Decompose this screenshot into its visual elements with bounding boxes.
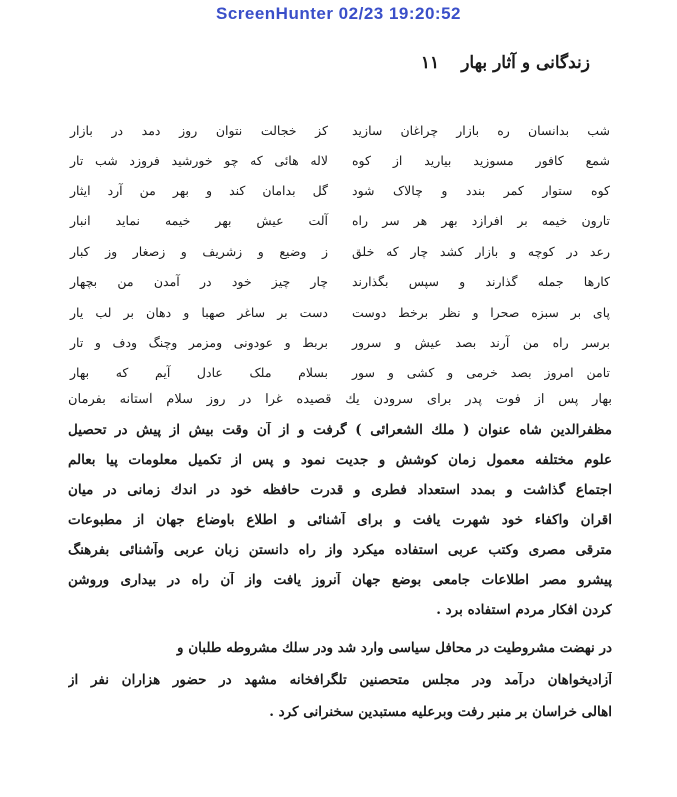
paragraph-line: آزادیخواهان درآمد ودر مجلس متحصنین تلگرافخانه مشهد در حضور هزاران نفر از bbox=[68, 672, 612, 688]
paragraph-line: اهالی خراسان بر منبر رفت وبرعلیه مستبدین سخنرانی کرد . bbox=[269, 704, 612, 720]
verse-hemistich-left: چار چیز خود در آمدن من بچهار bbox=[70, 273, 328, 289]
verse-hemistich-left: بسلام ملک عادل آیم که بهار bbox=[70, 364, 328, 380]
verse-line bbox=[70, 208, 610, 232]
verse-hemistich-left: دست بر ساغر صهبا و دهان بر لب یار bbox=[70, 304, 328, 320]
verse-hemistich-right: تارون خیمه بر افرازد بهر هر سر راه bbox=[352, 212, 610, 228]
verse-line bbox=[70, 360, 610, 384]
verse-line bbox=[70, 118, 610, 142]
verse-hemistich-right: پای بر سبزه صحرا و نظر برخط دوست bbox=[352, 304, 610, 320]
verse-hemistich-right: رعد در کوچه و بازار کشد چار که خلق bbox=[352, 243, 610, 259]
verse-hemistich-right: تامن امروز بصد خرمی و کشی و سور bbox=[352, 364, 610, 380]
paragraph-line: مظفرالدین شاه عنوان ( ملك الشعرائی ) گرفت و از آن وقت بیش از پیش در تحصیل bbox=[68, 422, 612, 438]
verse-line bbox=[70, 300, 610, 324]
page-title: زندگانی و آثار بهار bbox=[461, 53, 590, 73]
verse-hemistich-left: گل بدامان کند و بهر من آرد ایثار bbox=[70, 182, 328, 198]
verse-hemistich-right: شب بدانسان ره بازار چراغان سازید bbox=[352, 122, 610, 138]
verse-line bbox=[70, 269, 610, 293]
verse-hemistich-right: کارها جمله گذارند و سپس بگذارند bbox=[352, 273, 610, 289]
screenhunter-watermark: ScreenHunter 02/23 19:20:52 bbox=[215, 4, 462, 23]
verse-hemistich-left: لاله هائی که چو خورشید فروزد شب تار bbox=[70, 152, 328, 168]
paragraph-line: اقران واکفاء خود شهرت یافت و برای آشنائی و اطلاع باوضاع جهان از مطبوعات bbox=[68, 512, 612, 528]
verse-line bbox=[70, 148, 610, 172]
verse-hemistich-left: کز خجالت نتوان روز دمد در بازار bbox=[70, 122, 328, 138]
paragraph-line: مترقی مصری وکتب عربی استفاده میکرد واز راه دانستن زبان عربی وآشنائی بفرهنگ bbox=[68, 542, 612, 558]
verse-hemistich-left: ز وضیع و زشریف و زصغار وز کبار bbox=[70, 243, 328, 259]
verse-line bbox=[70, 239, 610, 263]
paragraph-line: پیشرو مصر اطلاعات جامعی بوضع جهان آنروز یافت واز آن راه در بیداری وروشن bbox=[68, 572, 612, 588]
verse-hemistich-left: بربط و عودونی ومزمر وچنگ ودف و تار bbox=[70, 334, 328, 350]
paragraph-line: اجتماع گذاشت و بمدد استعداد فطری و قدرت حافظه خود در اندك زمانی در میان bbox=[68, 482, 612, 498]
verse-hemistich-right: شمع کافور مسوزید بیارید از کوه bbox=[352, 152, 610, 168]
page-number: ١١ bbox=[420, 53, 440, 73]
verse-hemistich-right: برسر راه من آرند بصد عیش و سرور bbox=[352, 334, 610, 350]
paragraph-line: علوم مختلفه معمول زمان کوشش و جدیت نمود و پس از تکمیل معلومات پیا بعالم bbox=[68, 452, 612, 468]
verse-hemistich-left: آلت عیش بهر خیمه نماید انبار bbox=[70, 212, 328, 228]
verse-line bbox=[70, 178, 610, 202]
verse-hemistich-right: کوه ستوار کمر بندد و چالاک شود bbox=[352, 182, 610, 198]
page-header bbox=[70, 48, 590, 78]
verse-line bbox=[70, 330, 610, 354]
paragraph-line: در نهضت مشروطیت در محافل سیاسی وارد شد ودر سلك مشروطه طلبان و bbox=[177, 640, 612, 656]
paragraph-line: بهار پس از فوت پدر برای سرودن یك قصیده غرا در روز سلام آستانه بفرمان bbox=[68, 392, 612, 407]
paragraph-line: کردن افکار مردم استفاده برد . bbox=[436, 602, 612, 618]
